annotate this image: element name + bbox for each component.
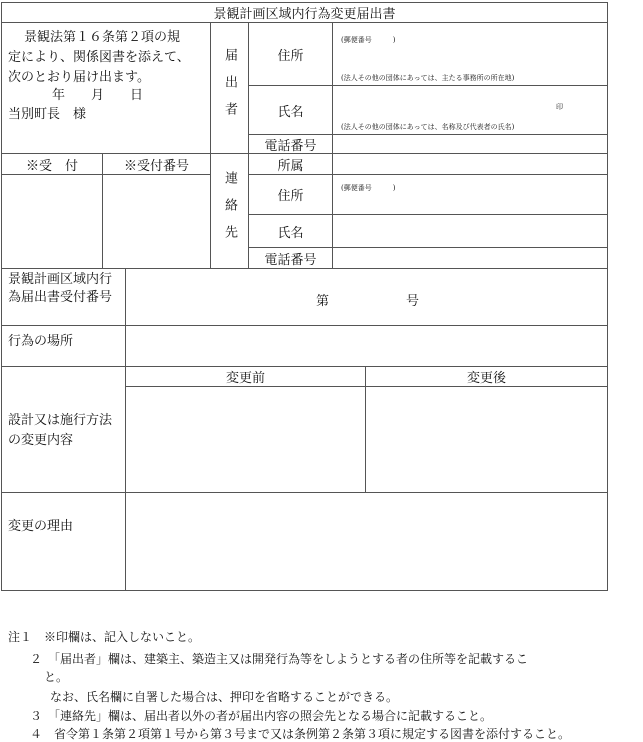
reception-number-label: ※受付番号 bbox=[102, 153, 211, 175]
contact-affiliation-field[interactable] bbox=[332, 153, 608, 175]
applicant-name-label: 氏名 bbox=[248, 85, 333, 135]
applicant-phone-field[interactable] bbox=[332, 134, 608, 154]
reason-field[interactable] bbox=[125, 492, 608, 591]
note-4: ４ 省令第１条第２項第１号から第３号まで又は条例第２条第３項に規定する図書を添付すること。 bbox=[30, 727, 571, 741]
go: 号 bbox=[406, 294, 420, 309]
intro-line1: 景観法第１６条第２項の規 bbox=[24, 30, 181, 45]
applicant-phone-label: 電話番号 bbox=[248, 134, 333, 154]
reception-number-field bbox=[102, 174, 211, 269]
applicant-address-field[interactable] bbox=[332, 22, 608, 86]
addressee: 当別町長 様 bbox=[8, 107, 87, 122]
received-field bbox=[1, 174, 103, 269]
date: 年 月 日 bbox=[52, 88, 144, 103]
note-2-extra: なお、氏名欄に自署した場合は、押印を省略することができる。 bbox=[50, 690, 399, 704]
contact-name-field[interactable] bbox=[332, 214, 608, 248]
contact-address-field[interactable] bbox=[332, 174, 608, 215]
applicant-address-label: 住所 bbox=[248, 22, 333, 86]
form-title: 景観計画区域内行為変更届出書 bbox=[1, 2, 608, 23]
note-2: ２ 「届出者」欄は、建築主、築造主又は開発行為等をしようとする者の住所等を記載するこ bbox=[30, 652, 529, 666]
postal-hint: (郵便番号 ) bbox=[341, 36, 396, 44]
intro-cell bbox=[1, 22, 211, 154]
before-field[interactable] bbox=[125, 386, 366, 493]
intro-line2: 定により、関係図書を添えて、 bbox=[8, 50, 190, 65]
contact-phone-field[interactable] bbox=[332, 247, 608, 269]
applicant-label: 届出者 bbox=[222, 47, 237, 129]
contact-affiliation-label: 所属 bbox=[248, 153, 333, 175]
after-field[interactable] bbox=[365, 386, 608, 493]
place-label: 行為の場所 bbox=[1, 325, 126, 367]
note-1: 注１ ※印欄は、記入しないこと。 bbox=[8, 630, 201, 644]
note-3: ３ 「連絡先」欄は、届出者以外の者が届出内容の照会先となる場合に記載すること。 bbox=[30, 709, 493, 723]
applicant-group bbox=[210, 22, 249, 154]
contact-label: 連絡先 bbox=[222, 170, 237, 252]
name-note: (法人その他の団体にあっては、名称及び代表者の氏名) bbox=[341, 123, 515, 131]
contact-address-label: 住所 bbox=[248, 174, 333, 215]
before-header: 変更前 bbox=[125, 366, 366, 387]
seal-mark: 印 bbox=[556, 103, 563, 111]
intro-line3: 次のとおり届け出ます。 bbox=[8, 70, 150, 85]
dai: 第 bbox=[316, 294, 330, 309]
receipt-number-label: 景観計画区域内行為届出書受付番号 bbox=[1, 268, 126, 326]
change-label: 設計又は施行方法の変更内容 bbox=[1, 366, 126, 493]
contact-phone-label: 電話番号 bbox=[248, 247, 333, 269]
receipt-number-field[interactable] bbox=[125, 268, 608, 326]
applicant-name-field[interactable] bbox=[332, 85, 608, 135]
note-2-cont: と。 bbox=[44, 670, 69, 684]
postal-hint: (郵便番号 ) bbox=[341, 184, 396, 192]
contact-group bbox=[210, 153, 249, 269]
after-header: 変更後 bbox=[365, 366, 608, 387]
received-label: ※受 付 bbox=[1, 153, 103, 175]
address-note: (法人その他の団体にあっては、主たる事務所の所在地) bbox=[341, 74, 515, 82]
contact-name-label: 氏名 bbox=[248, 214, 333, 248]
reason-label: 変更の理由 bbox=[1, 492, 126, 591]
place-field[interactable] bbox=[125, 325, 608, 367]
